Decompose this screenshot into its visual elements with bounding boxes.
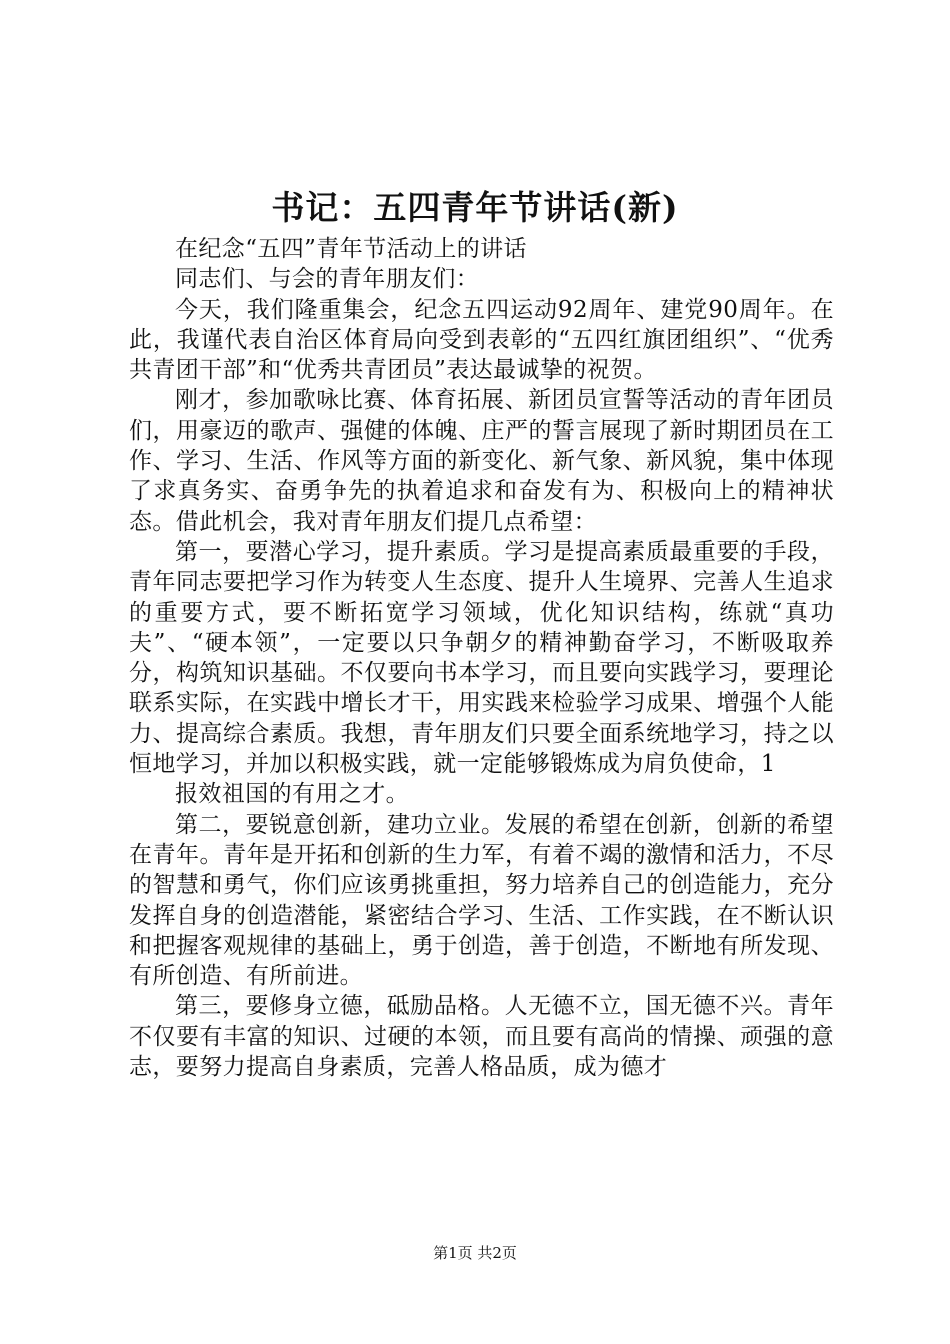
body-paragraph: 第一，要潜心学习，提升素质。学习是提高素质最重要的手段，青年同志要把学习作为转变人生态度、提升人生境界、完善人生追求的重要方式，要不断拓宽学习领域，优化知识结构，练就“真功夫”、“硬本领”，一定要以只争朝夕的精神勤奋学习，不断吸取养分，构筑知识基础。不仅要向书本学习，而且要向实践学习，要理论联系实际，在实践中增长才干，用实践来检验学习成果、增强个人能力、提高综合素质。我想，青年朋友们只要全面系统地学习，持之以恒地学习，并加以积极实践，就一定能够锻炼成为肩负使命，1 <box>129 538 834 778</box>
body-paragraph: 报效祖国的有用之才。 <box>175 781 409 808</box>
page-number-footer: 第1页 共2页 <box>433 1244 517 1262</box>
body-paragraph: 第三，要修身立德，砥励品格。人无德不立，国无德不兴。青年不仅要有丰富的知识、过硬的本领，而且要有高尚的情操、顽强的意志，要努力提高自身素质，完善人格品质，成为德才 <box>129 993 834 1081</box>
body-paragraph-salutation: 同志们、与会的青年朋友们： <box>175 266 480 293</box>
body-paragraph: 刚才，参加歌咏比赛、体育拓展、新团员宣誓等活动的青年团员们，用豪迈的歌声、强健的体魄、庄严的誓言展现了新时期团员在工作、学习、生活、作风等方面的新变化、新气象、新风貌，集中体现了求真务实、奋勇争先的执着追求和奋发有为、积极向上的精神状态。借此机会，我对青年朋友们提几点希望： <box>129 387 834 535</box>
document-title: 书记：五四青年节讲话(新) <box>271 188 679 227</box>
body-paragraph-subtitle: 在纪念“五四”青年节活动上的讲话 <box>175 236 527 262</box>
body-paragraph: 第二，要锐意创新，建功立业。发展的希望在创新，创新的希望在青年。青年是开拓和创新的生力军，有着不竭的激情和活力，不尽的智慧和勇气，你们应该勇挑重担，努力培养自己的创造能力，充分发挥自身的创造潜能，紧密结合学习、生活、工作实践，在不断认识和把握客观规律的基础上，勇于创造，善于创造，不断地有所发现、有所创造、有所前进。 <box>129 811 834 990</box>
body-paragraph: 今天，我们隆重集会，纪念五四运动92周年、建党90周年。在此，我谨代表自治区体育局向受到表彰的“五四红旗团组织”、“优秀共青团干部”和“优秀共青团员”表达最诚挚的祝贺。 <box>129 296 834 384</box>
document-body <box>129 234 834 1082</box>
